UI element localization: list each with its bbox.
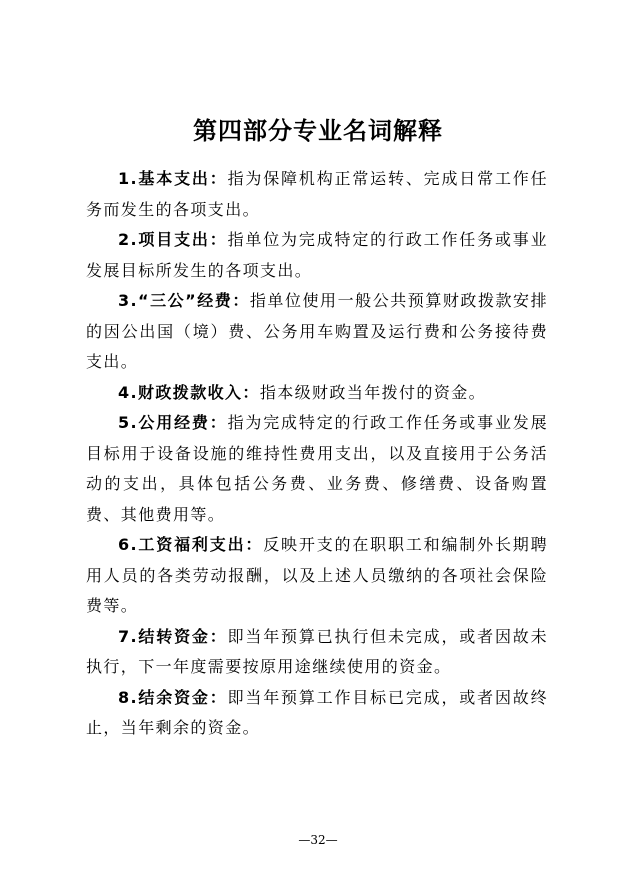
term-definition: 指本级财政当年拨付的资金。 — [259, 382, 487, 402]
term-label: 7.结转资金： — [118, 626, 228, 646]
term-4 — [86, 378, 548, 409]
term-definition: 即当年预算工作目标已完成，或者因故终止，当年剩余的资金。 — [86, 687, 549, 737]
term-3 — [86, 286, 548, 378]
page-number: —32— — [298, 833, 338, 847]
term-label: 3.“三公”经费： — [118, 291, 250, 310]
term-definition: 反映开支的在职职工和编制外长期聘用人员的各类劳动报酬，以及上述人员缴纳的各项社会保险费等。 — [86, 535, 548, 615]
term-definition: 指为完成特定的行政工作任务或事业发展目标用于设备设施的维持性费用支出，以及直接用于公务活动的支出，具体包括公务费、业务费、修缮费、设备购置费、其他费用等。 — [86, 413, 549, 524]
term-label: 5.公用经费： — [118, 413, 228, 432]
term-6 — [86, 530, 548, 622]
term-definition: 指单位使用一般公共预算财政拨款安排的因公出国（境）费、公务用车购置及运行费和公务接待费支出。 — [86, 291, 549, 371]
term-8 — [86, 683, 548, 744]
term-2 — [86, 225, 548, 286]
term-label: 1.基本支出： — [118, 169, 228, 188]
term-list — [86, 164, 548, 744]
term-definition: 即当年预算已执行但未完成，或者因故未执行，下一年度需要按原用途继续使用的资金。 — [86, 626, 549, 676]
term-7 — [86, 622, 548, 683]
term-definition: 指单位为完成特定的行政工作任务或事业发展目标所发生的各项支出。 — [86, 230, 549, 280]
page-title: 第四部分专业名词解释 — [193, 117, 443, 145]
term-label: 2.项目支出： — [118, 230, 228, 249]
term-label: 8.结余资金： — [118, 687, 228, 707]
term-definition: 指为保障机构正常运转、完成日常工作任务而发生的各项支出。 — [86, 169, 549, 219]
term-1 — [86, 164, 548, 225]
term-5 — [86, 408, 548, 530]
term-label: 4.财政拨款收入： — [118, 382, 260, 402]
term-label: 6.工资福利支出： — [118, 535, 264, 554]
